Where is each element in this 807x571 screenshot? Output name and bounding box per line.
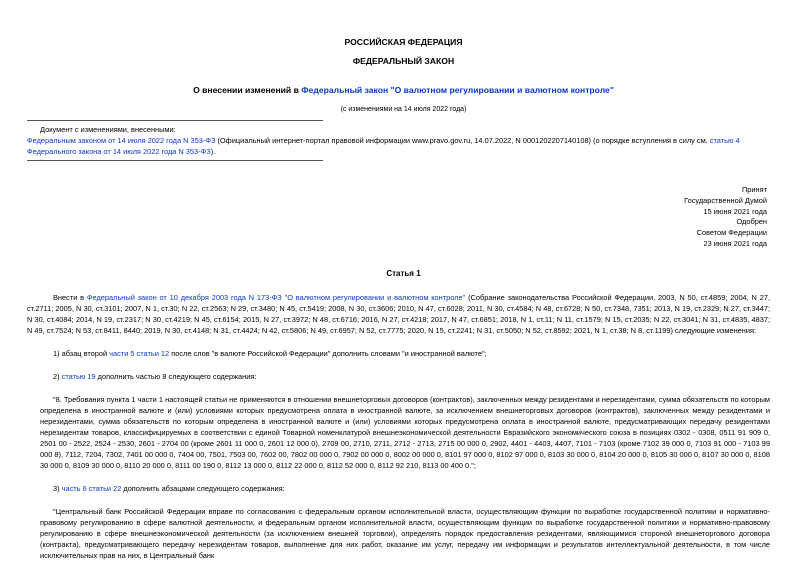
article-item-3 (40, 483, 770, 494)
changes-label: Документ с изменениями, внесенными: (40, 125, 176, 134)
entry-into-force-link[interactable]: статью 4 Федерального закона от 14 июля 2022 года N 353-ФЗ (27, 136, 740, 156)
article-body (27, 292, 770, 561)
law-title-link[interactable]: Федеральный закон "О валютном регулировании и валютном контроле" (301, 85, 614, 95)
article-item-1 (40, 348, 770, 359)
item3-text: дополнить абзацами следующего содержания: (121, 484, 285, 493)
changes-source-text: (Официальный интернет-портал правовой информации www.pravo.gov.ru, 14.07.2022, N 0001202207140108) (о порядке вступления в силу см. (215, 136, 710, 145)
adoption-line: 15 июня 2021 года (703, 206, 767, 216)
adoption-line: Принят (741, 185, 767, 194)
item2-link[interactable]: статью 19 (61, 372, 96, 381)
divider-bottom (27, 160, 323, 161)
item2-text: дополнить частью 8 следующего содержания: (95, 372, 257, 381)
quote-part-8: "8. Требования пункта 1 части 1 настоящей статьи не применяются в отношении внешнеторговых договоров (контрактов), заключенных между резидентами и нерезидентами, сумма обязательств по которым определена в иностранной валюте и (или) условиями которых предусмотрена оплата в иностранной валюте, за исключением внешнеторговых договоров (контрактов), заключенных между резидентами и нерезидентами, сумма обязательств по которым определена в иностранной валюте и (или) условиями которых предусмотрена оплата в иностранной валюте, предусматривающих передачу резидентами нерезидентам товаров, классифицируемых в соответствии с единой Товарной номенклатурой внешнеэкономической деятельности Евразийского экономического союза в позициях 0302 - 0308, 0511 91 909 0, 2501 00 - 2522, 2524 - 2530, 2601 - 2704 00 (кроме 2601 11 000 0, 2601 12 000 0), 2709 00, 2710, 2711, 2712 - 2713, 2715 00 000 0, 2902, 4401 - 4403, 4407, 7101 - 7103 (кроме 7102 39 000 0, 7103 91 000 - 7103 99 000 8), 7112, 7204, 7302, 7401 00 000 0, 7404 00, 7501, 7503 00, 7602 00, 7802 00 000 0, 7902 00 000 0, 8002 00 000 0, 8101 97 000 0, 8102 97 000 0, 8103 30 000 0, 8104 20 000 0, 8105 30 000 0, 8107 30 000 0, 8108 30 000 0, 8109 30 000 0, 8110 20 000 0, 8111 00 190 0, 8112 13 000 0, 8112 22 000 0, 8112 52 000 0, 8112 92 210, 8113 00 400 0."; (40, 395, 770, 470)
law-title (0, 85, 807, 96)
quote-central-bank: "Центральный банк Российской Федерации вправе по согласованию с федеральным органом исполнительной власти, осуществляющим функции по выработке государственной политики и нормативно-правовому регулированию в сфере валютной деятельности, и федеральным органом исполнительной власти, осуществляющим функции по выработке государственной политики и нормативно-правовому регулированию в сфере внешнеэкономической деятельности (за исключением внешней торговли), определять порядок предоставления резидентами, являющимися стороной внешнеторгового договора (контракта), предусматривающего передачу нерезидентам товаров, выполнение для них работ, оказание им услуг, передачу им информации и результатов интеллектуальной деятельности, в том числе исключительных прав на них, в Центральный банк (40, 507, 770, 560)
base-law-link[interactable]: Федеральный закон от 10 декабря 2003 года N 173-ФЗ "О валютном регулировании и валютном контроле" (86, 293, 466, 302)
article-item-2 (40, 371, 770, 382)
item3-link[interactable]: часть 6 статьи 22 (61, 484, 122, 493)
item2-prefix: 2) (53, 372, 62, 381)
adoption-line: 23 июня 2021 года (703, 238, 767, 248)
adoption-line: Советом Федерации (696, 228, 767, 238)
changes-box (27, 124, 775, 157)
changes-text (27, 135, 775, 157)
adoption-line: Государственной Думой (684, 195, 767, 205)
adoption-line: Одобрен (736, 217, 767, 227)
article-title: Статья 1 (386, 269, 421, 278)
changes-tail-text: ). (210, 147, 216, 156)
item1-link[interactable]: части 5 статьи 12 (109, 349, 170, 358)
intro-prefix: Внести в (53, 293, 87, 302)
law-title-prefix: О внесении изменений в (193, 85, 302, 95)
item1-prefix: 1) абзац второй (53, 349, 110, 358)
item3-prefix: 3) (53, 484, 62, 493)
doc-type-title: ФЕДЕРАЛЬНЫЙ ЗАКОН (352, 56, 455, 66)
edition-note: (с изменениями на 14 июля 2022 года) (340, 106, 467, 113)
adoption-block (684, 185, 767, 250)
divider-top (27, 120, 323, 121)
amending-law-link[interactable]: Федеральным законом от 14 июля 2022 года N 353-ФЗ (27, 136, 216, 145)
country-title: РОССИЙСКАЯ ФЕДЕРАЦИЯ (344, 37, 463, 47)
article-intro (27, 292, 770, 336)
intro-text: (Собрание законодательства Российской Федерации, 2003, N 50, ст.4859; 2004, N 27, ст.2711; 2005, N 30, ст.3101; 2007, N 1, ст.30; N 22, ст.2563; N 29, ст.3480; N 45, ст.5419; 2008, N 30, ст.3606; 2010, N 47, ст.6028; 2011, N 30, ст.4584; N 48, ст.6728; N 50, ст.7348, 7351; 2013, N 19, ст.2329; N 27, ст.3447; N 30, ст.4084; 2014, N 19, ст.2317; N 30, ст.4219; N 45, ст.6154; 2015, N 27, ст.3972; N 48, ст.6716; 2016, N 27, ст.4218; 2017, N 47, ст.6851; 2018, N 1, ст.11; N 11, ст.1579; N 15, ст.2035; N 22, ст.3041; N 31, ст.4835, 4837; N 49, ст.7524; N 53, ст.8411, 8440; 2019, N 30, ст.4148; N 31, ст.4424; N 42, ст.5806; N 49, ст.6957; N 52, ст.7775; 2020, N 15, ст.2241; N 31, ст.5050; N 52, ст.8592; 2021, N 1, ст.38; N 8, ст.1199) следующие изменения: (27, 293, 770, 335)
item1-text: после слов "в валюте Российской Федерации" дополнить словами "и иностранной валюте"; (169, 349, 487, 358)
